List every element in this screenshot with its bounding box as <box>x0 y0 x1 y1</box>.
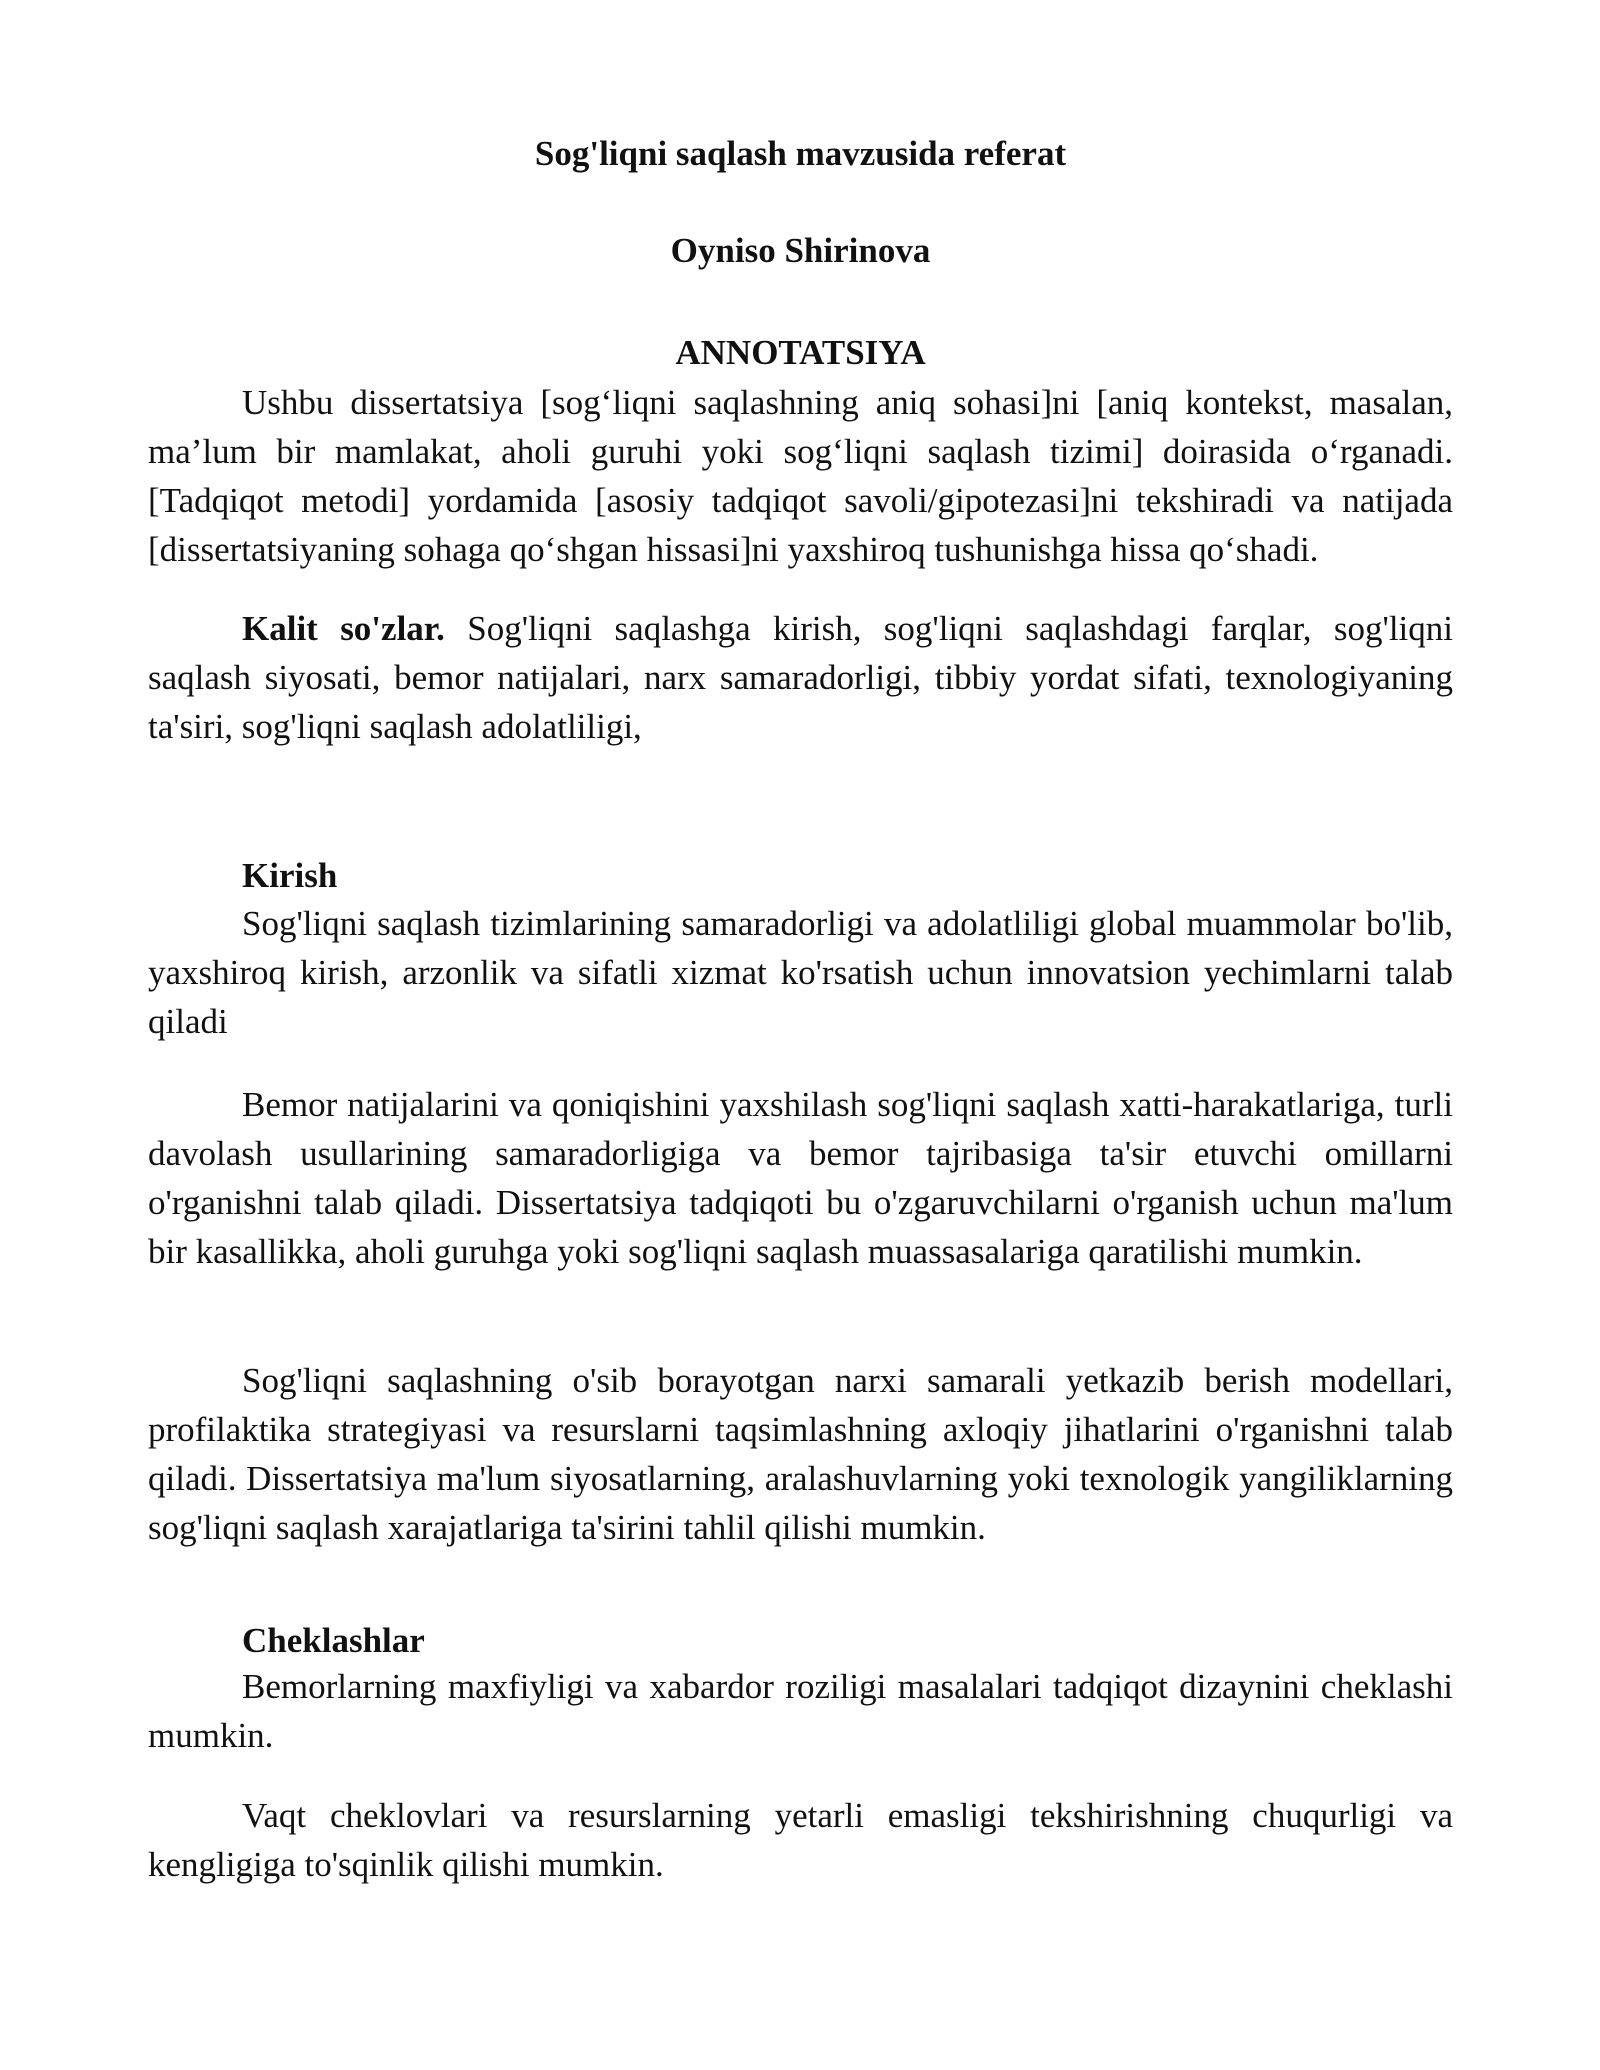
keywords-paragraph <box>148 604 1453 751</box>
keywords-label: Kalit so'zlar. <box>242 609 445 648</box>
author-name: Oyniso Shirinova <box>670 231 931 270</box>
intro-paragraph-1: Sog'liqni saqlash tizimlarining samaradorligi va adolatliligi global muammolar bo'lib, yaxshiroq kirish, arzonlik va sifatli xizmat ko'rsatish uchun innovatsion yechimlarni talab qiladi <box>148 904 1453 1041</box>
limitations-paragraph-1: Bemorlarning maxfiyligi va xabardor roziligi masalalari tadqiqot dizaynini cheklashi mumkin. <box>148 1667 1453 1755</box>
intro-paragraph-2: Bemor natijalarini va qoniqishini yaxshilash sog'liqni saqlash xatti-harakatlariga, turli davolash usullarining samaradorligiga va bemor tajribasiga ta'sir etuvchi omillarni o'rganishni talab qiladi. Dissertatsiya tadqiqoti bu o'zgaruvchilarni o'rganish uchun ma'lum bir kasallikka, aholi guruhga yoki sog'liqni saqlash muassasalariga qaratilishi mumkin. <box>148 1085 1453 1271</box>
limitations-paragraph-2: Vaqt cheklovlari va resurslarning yetarli emasligi tekshirishning chuqurligi va kengligiga to'sqinlik qilishi mumkin. <box>148 1796 1453 1884</box>
annotation-heading: ANNOTATSIYA <box>675 333 926 372</box>
annotation-paragraph: Ushbu dissertatsiya [sog‘liqni saqlashning aniq sohasi]ni [aniq kontekst, masalan, ma’lum bir mamlakat, aholi guruhi yoki sog‘liqni saqlash tizimi] doirasida o‘rganadi. [Tadqiqot metodi] yordamida [asosiy tadqiqot savoli/gipotezasi]ni tekshiradi va natijada [dissertatsiyaning sohaga qo‘shgan hissasi]ni yaxshiroq tushunishga hissa qo‘shadi. <box>148 383 1453 569</box>
intro-heading: Kirish <box>242 856 338 895</box>
document-title: Sog'liqni saqlash mavzusida referat <box>534 134 1067 173</box>
intro-paragraph-3: Sog'liqni saqlashning o'sib borayotgan narxi samarali yetkazib berish modellari, profilaktika strategiyasi va resurslarni taqsimlashning axloqiy jihatlarini o'rganishni talab qiladi. Dissertatsiya ma'lum siyosatlarning, aralashuvlarning yoki texnologik yangiliklarning sog'liqni saqlash xarajatlariga ta'sirini tahlil qilishi mumkin. <box>148 1361 1453 1547</box>
limitations-heading: Cheklashlar <box>242 1621 425 1660</box>
keywords-text: Sog'liqni saqlashga kirish, sog'liqni saqlashdagi farqlar, sog'liqni saqlash siyosati, bemor natijalari, narx samaradorligi, tibbiy yordat sifati, texnologiyaning ta'siri, sog'liqni saqlash adolatliligi, <box>148 609 1453 746</box>
